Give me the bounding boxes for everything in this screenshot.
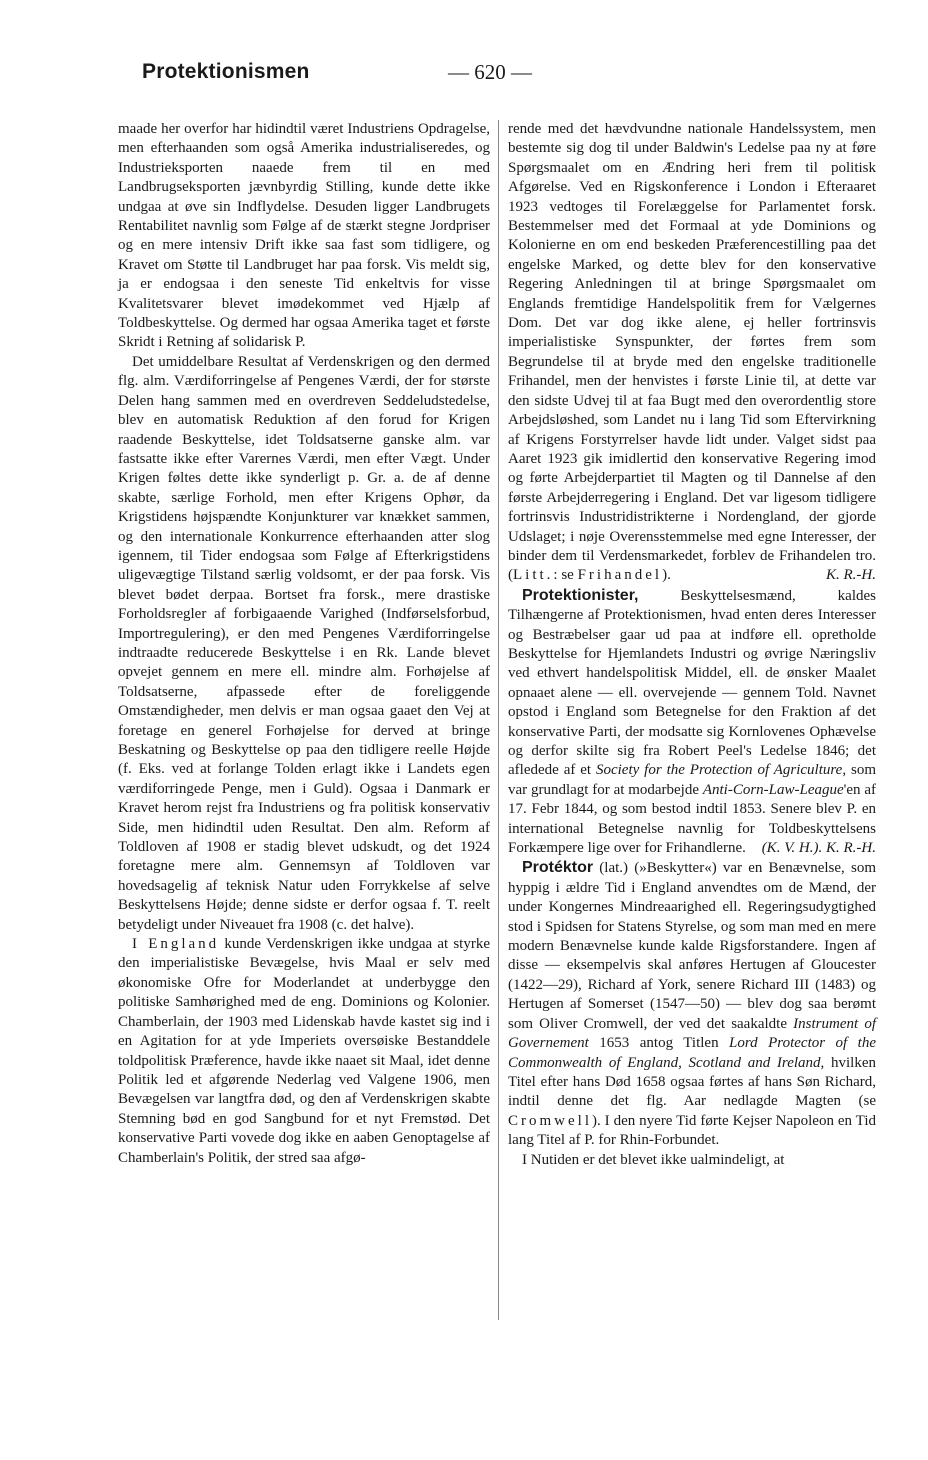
italic-title: Instrument of Governement [508, 1015, 876, 1052]
running-head-title: Protektionismen [142, 60, 310, 83]
entry-text: var en Benævnelse, som hyppig i ældre Tid i England anvendtes om de Mænd, der under Kongernes Mindreaarighed ell. Regeringsudygtighed stod i Spidsen for Statens Styrelse, og som man med en mere modern Benævnelse kunde kalde Rigsforstandere. Ingen af disse — eksempelvis skal anføres Hertugen af Gloucester (1422—29), Richard af York, senere Richard III (1483) og Hertugen af Somerset (1547—50) — blev dog saa berømt som Oliver Cromwell, der ved det saakaldte [508, 860, 876, 1032]
paragraph-england [118, 935, 490, 1168]
entry-text: Beskyttelsesmænd, kaldes Tilhængerne af Protektionismen, hvad enten deres Interesser og Bestræbelser gaar ud paa at indføre ell. opretholde Beskyttelse for Hjemlandets Industri og øvrige Næringsliv ved ethvert handelspolitisk Middel, ell. de ønsker Maalet opnaaet alene — ell. overvejende — gennem Told. Navnet opstod i England som Betegnelse for den Fraktion af det konservative Parti, der modsatte sig Kornlovenes Ophævelse og derfor skilte sig fra Robert Peel's Ledelse 1846; det afledede af et [508, 587, 876, 779]
cross-reference-cromwell: Cromwell [508, 1112, 592, 1129]
page-number: — 620 — [448, 60, 532, 84]
author-signature: K. R.-H. [826, 567, 876, 584]
paragraph-text: rende med det hævdvundne nationale Handelssystem, men bestemte sig dog til under Baldwin's Ledelse paa ny at føre Spørgsmaalet om en Ændring heri frem til politisk Afgørelse. Ved en Rigskonference i London i Efteraaret 1923 vedtoges til Forelæggelse for Parlamentet forsk. Bestemmelser med det Formaal at yde Dominions og Kolonierne en om end beskeden Præferencestilling paa det engelske Marked, og dette blev for den konservative Regering Anledningen til at bringe Spørgsmaalet om Englands fremtidige Handelspolitik frem for Vælgernes Dom. Det var dog ikke alene, ej heller fortrinsvis imperialistiske Synspunkter, der førtes frem som Begrundelse til at bryde med den engelske traditionelle Frihandel, men der henvistes i første Linie til, at dette var den sidste Udvej til at faa Bugt med den overordentlig store Arbejdsløshed, som Landet nu i lang Tid som Eftervirkning af Krigens Forstyrrelser havde lidt under. Valget sidst paa Aaret 1923 gik imidlertid den konservative Regering imod og førte Arbejderpartiet til Magten og til Dannelse af den første Arbejderregering i England. Det var ligesom tidligere fortrinsvis Industridistrikterne i Nordengland, der gjorde Udslaget; i nøje Overensstemmelse med egne Interesser, der binder dem til Verdensmarkedet, forblev de Frihandelen tro. ( [508, 121, 876, 584]
entry-text: , hvilken Titel efter hans Død 1658 ogsaa førtes af hans Søn Richard, indtil denne det flg. Aar nedlagde Magten (se [508, 1054, 876, 1110]
paragraph-continuation-right [508, 120, 876, 586]
entry-text: ). I den nyere Tid førte Kejser Napoleon en Tid lang Titel af P. for Rhin-Forbundet. [508, 1112, 876, 1149]
reference-suffix: ). [662, 567, 671, 584]
italic-title: Anti-Corn-Law-League [702, 781, 844, 798]
entry-text: , som var grundlagt for at modarbejde [508, 762, 876, 798]
entry-protektor [508, 858, 876, 1150]
entry-text: 1653 antog Titlen [588, 1035, 730, 1052]
spaced-text-england: I England [132, 936, 220, 953]
paragraph-continuation: maade her overfor har hidindtil været Industriens Opdragelse, men efterhaanden som også Amerika industrialiseredes, og Industrieksporten naaede frem til en med Landbrugseksporten jævnbyrdig Stilling, kunde dette ikke undgaa at øve sin Indflydelse. Desuden ligger Landbrugets Rentabilitet navnlig som Følge af de stærkt stegne Jordpriser og en mere intensiv Drift ikke saa fast som tidligere, og Kravet om Støtte til Landbruget har paa forsk. Vis meldt sig, ja er endogsaa i den seneste Tid enkeltvis for visse Kvalitetsvarer blevet imødekommet ved Hjælp af Toldbeskyttelse. Og dermed har ogsaa Amerika taget et første Skridt i Retning af solidarisk P. [118, 121, 490, 351]
column-divider [498, 120, 499, 1320]
entry-headword: Protektionister, [522, 586, 639, 604]
italic-title: Lord Protector of the Commonwealth of England, Scotland and Ireland [508, 1035, 876, 1071]
right-column [508, 120, 876, 1170]
left-column [118, 120, 490, 1168]
entry-protektionister [508, 586, 876, 859]
entry-latin: (lat.) (»Beskytter«) [593, 860, 717, 877]
entry-text: 'en af 17. Febr 1844, og som bestod indtil 1853. Senere blev P. en international Betegnelse navnlig for Toldbeskyttelsens Forkæmpere lige over for Frihandlerne. [508, 781, 876, 857]
literature-label: Litt. [513, 567, 554, 584]
paragraph-england-text: kunde Verdenskrigen ikke undgaa at styrke den imperialistiske Bevægelse, hvis Maal er selv med økonomiske Ofre for Moderlandet at underbygge den politiske Samhørighed med de eng. Dominions og Kolonier. Chamberlain, der 1903 med Lidenskab havde kastet sig ind i en Agitation for at yde Imperiets oversøiske Bestanddele toldpolitisk Præference, havde ikke naaet sit Maal, idet denne Politik led et afgørende Nederlag ved Valgene 1906, men Bevægelsen var langtfra død, og den af Verdenskrigen skabte Stemning bød en god Sangbund for et nyt Fremstød. Det konservative Parti vovede dog ikke en aaben Genoptagelse af Chamberlain's Politik, der stred saa afgø- [118, 936, 491, 1166]
italic-title: Society for the Protection of Agriculture [595, 762, 843, 779]
cross-reference-frihandel: Frihandel [577, 567, 663, 584]
paragraph-last: I Nutiden er det blevet ikke ualmindeligt, at [522, 1151, 785, 1168]
entry-headword: Protéktor [522, 859, 594, 877]
page-header [118, 60, 878, 90]
reference-prefix: : se [553, 567, 578, 584]
author-signature: (K. V. H.). K. R.-H. [761, 840, 876, 857]
paragraph-war-result: Det umiddelbare Resultat af Verdenskrigen og den dermed flg. alm. Værdiforringelse af Pengenes Værdi, der for største Delen hang sammen med en overdreven Seddeludstedelse, blev en automatisk Reduktion af den forud for Krigen raadende Beskyttelse, idet Toldsatserne ganske alm. var fastsatte ikke efter Varernes Værdi, men efter Vægt. Under Krigen føltes dette ikke synderligt p. Gr. a. de af denne skabte, særlige Forhold, men efter Krigens Ophør, da Krigstidens højspændte Konjunkturer var knækket sammen, og den internationale Konkurrence efterhaanden atter slog igennem, til Tider endogsaa som Følge af Efterkrigstidens uligevægtige Tilstand særlig voldsomt, er der paa forsk. Vis blevet bødet derpaa. Bortset fra forsk., mere drastiske Forholdsregler af forbigaaende Varighed (Indførselsforbud, Importregulering), er den med Pengenes Værdiforringelse indtraadte reducerede Beskyttelse i en Rk. Lande blevet opvejet gennem en mere ell. mindre alm. Forhøjelse af Toldsatserne, afpassede efter de foreliggende Omstændigheder, men delvis er man ogsaa gaaet den Vej at foretage en generel Forhøjelse for derved at bringe Beskatning og Beskyttelse op paa den tidligere reelle Højde (f. Eks. ved at forlange Tolden erlagt ikke i Landets egen værdiforringede Penge, men i Guld). Ogsaa i Danmark er Kravet herom rejst fra Industriens og fra politisk konservativ Side, men hidindtil uden Resultat. Den alm. Reform af Toldloven af 1908 er stadig blevet udskudt, og det 1924 foretagne mere alm. Gennemsyn af Toldloven var hovedsagelig af teknisk Natur uden Forrykkelse af selve Beskyttelsens Højde; denne sidste er derfor ogsaa f. T. reelt betydeligt under Niveauet fra 1908 (c. det halve). [118, 353, 490, 933]
